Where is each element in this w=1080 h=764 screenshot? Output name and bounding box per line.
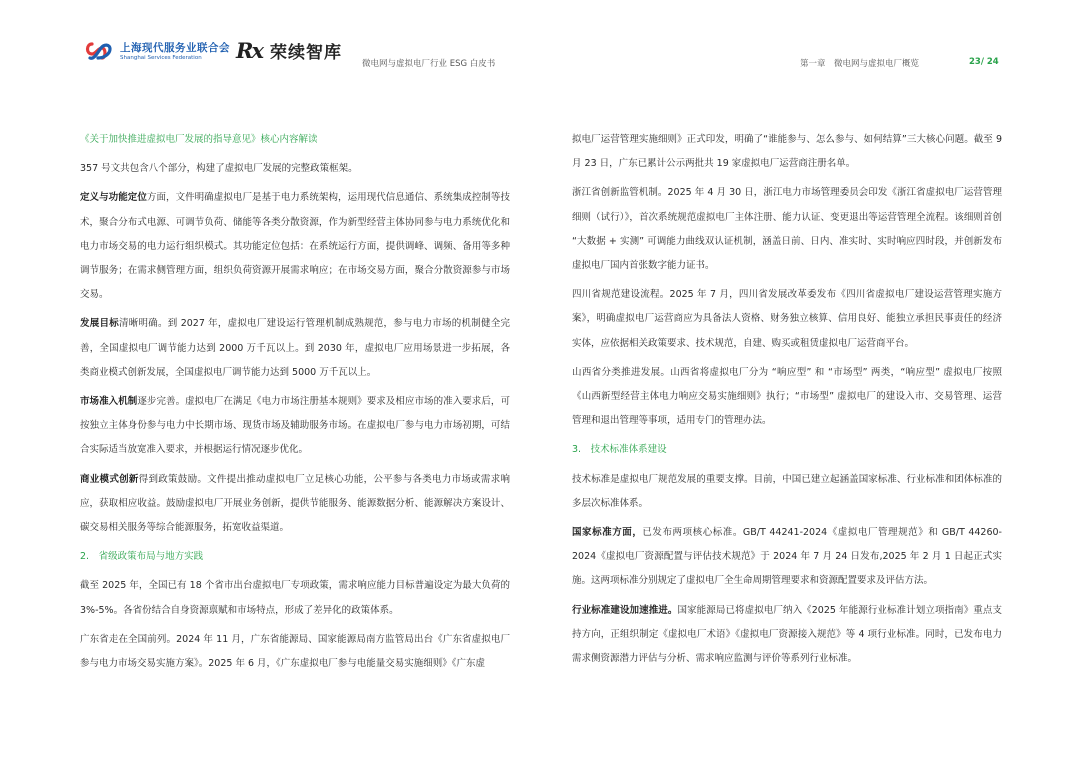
paragraph-guangdong: 广东省走在全国前列。2024 年 11 月，广东省能源局、国家能源局南方监管局出台《广东省虚拟电厂参与电力市场交易实施方案》。2025 年 6 月，《广东虚拟电厂参与电能量交易实施细则》《广东虚	[80, 633, 510, 670]
paragraph-sichuan: 四川省规范建设流程。2025 年 7 月，四川省发展改革委发布《四川省虚拟电厂建设运营管理实施方案》，明确虚拟电厂运营商应为具备法人资格、财务独立核算、信用良好、能独立承担民事责任的经济实体，应依据相关政策要求、技术规范，自建、购买或租赁虚拟电厂运营商平台。	[572, 289, 1002, 349]
paragraph-body: 国家能源局已将虚拟电厂纳入《2025 年能源行业标准计划立项指南》重点支持方向，正组织制定《虚拟电厂术语》《虚拟电厂资源接入规范》等 4 项行业标准。同时，已发布电力需求侧资源潜力评估与分析、需求响应监测与评价等系列行业标准。	[572, 604, 1002, 665]
paragraph-provincial: 截至 2025 年，全国已有 18 个省市出台虚拟电厂专项政策，需求响应能力目标普遍设定为最大负荷的 3%-5%。各省份结合自身资源禀赋和市场特点，形成了差异化的政策体系。	[80, 580, 510, 616]
right-column	[572, 128, 1002, 676]
chapter-title: 第一章 微电网与虚拟电厂概览	[800, 59, 920, 69]
paragraph-lead: 国家标准方面，	[572, 527, 643, 539]
paragraph-body: 方面，文件明确虚拟电厂是基于电力系统架构，运用现代信息通信、系统集成控制等技术，聚合分布式电源、可调节负荷、储能等各类分散资源，作为新型经营主体协同参与电力系统优化和电力市场交易的电力运行组织模式。其功能定位包括：在系统运行方面，提供调峰、调频、备用等多种调节服务；在需求侧管理方面，组织负荷资源开展需求响应；在市场交易方面，聚合分散资源参与市场交易。	[80, 192, 510, 301]
paragraph-shanxi: 山西省分类推进发展。山西省将虚拟电厂分为 “响应型” 和 “市场型” 两类，“响应型” 虚拟电厂按照《山西新型经营主体电力响应交易实施细则》执行；“市场型” 虚拟电厂的建设入市、交易管理、运营管理和退出管理等事项，适用专门的管理办法。	[572, 366, 1002, 427]
section-heading-3: 3. 技术标准体系建设	[572, 444, 667, 456]
paragraph-definition	[80, 186, 510, 307]
org-name-cn: 上海现代服务业联合会	[120, 42, 230, 54]
page-number: 23/ 24	[969, 57, 999, 67]
paragraph-national-standards	[572, 521, 1002, 594]
document-title: 微电网与虚拟电厂行业 ESG 白皮书	[362, 59, 496, 69]
section-title: 《关于加快推进虚拟电厂发展的指导意见》核心内容解读	[80, 134, 318, 145]
paragraph-lead: 行业标准建设加速推进。	[572, 604, 678, 616]
paragraph-lead: 市场准入机制	[80, 396, 138, 408]
paragraph-guangdong-cont: 拟电厂运营管理实施细则》正式印发，明确了“谁能参与、怎么参与、如何结算”三大核心问题。截至 9 月 23 日，广东已累计公示两批共 19 家虚拟电厂运营商注册名单。	[572, 134, 1002, 170]
org-name-en: Shanghai Services Federation	[120, 55, 202, 61]
section-heading-2: 2. 省级政策布局与地方实践	[80, 551, 204, 563]
paragraph-body: 清晰明确。到 2027 年，虚拟电厂建设运行管理机制成熟规范，参与电力市场的机制健全完善，全国虚拟电厂调节能力达到 2000 万千瓦以上。到 2030 年，虚拟电厂应用场景进一步拓展，各类商业模式创新发展，全国虚拟电厂调节能力达到 5000 万千瓦以上。	[80, 318, 510, 378]
paragraph-business-model	[80, 468, 510, 541]
brand-mark: Rx	[236, 38, 262, 63]
paragraph-market-access	[80, 390, 510, 463]
brand-name: 荣续智库	[269, 43, 342, 63]
paragraph-lead: 发展目标	[80, 318, 119, 330]
paragraph-body: 已发布两项核心标准。GB/T 44241-2024《虚拟电厂管理规范》和 GB/T 44260-2024《虚拟电厂资源配置与评估技术规范》于 2024 年 7 月 24 日发布,2025 年 2 月 1 日起正式实施。这两项标准分别规定了虚拟电厂全生命周期管理要求和资源配置要求及评估方法。	[572, 527, 1002, 587]
left-column	[80, 128, 510, 681]
paragraph-intro: 357 号文共包含八个部分，构建了虚拟电厂发展的完整政策框架。	[80, 163, 358, 175]
brand-logo	[236, 38, 342, 63]
ssf-logo	[84, 40, 230, 64]
paragraph-body: 逐步完善。虚拟电厂在满足《电力市场注册基本规则》要求及相应市场的准入要求后，可按独立主体身份参与电力中长期市场、现货市场及辅助服务市场。在虚拟电厂参与电力市场初期，可结合实际适当放宽准入要求，并根据运行情况逐步优化。	[80, 396, 510, 456]
ssf-logo-icon	[84, 40, 116, 64]
paragraph-industry-standards	[572, 599, 1002, 672]
paragraph-goals	[80, 312, 510, 385]
paragraph-zhejiang: 浙江省创新监管机制。2025 年 4 月 30 日，浙江电力市场管理委员会印发《浙江省虚拟电厂运营管理细则（试行）》，首次系统规范虚拟电厂主体注册、能力认证、变更退出等运营管理全流程。该细则首创 “大数据 + 实测” 可调能力曲线双认证机制，涵盖日前、日内、准实时、实时响应四时段，并创新发布虚拟电厂国内首张数字能力证书。	[572, 187, 1002, 272]
paragraph-lead: 商业模式创新	[80, 473, 139, 485]
paragraph-standards-intro: 技术标准是虚拟电厂规范发展的重要支撑。目前，中国已建立起涵盖国家标准、行业标准和团体标准的多层次标准体系。	[572, 473, 1002, 509]
paragraph-lead: 定义与功能定位	[80, 192, 147, 204]
paragraph-body: 得到政策鼓励。文件提出推动虚拟电厂立足核心功能，公平参与各类电力市场或需求响应，获取相应收益。鼓励虚拟电厂开展业务创新，提供节能服务、能源数据分析、能源解决方案设计、碳交易相关服务等综合能源服务，拓宽收益渠道。	[80, 473, 510, 534]
page-header	[0, 0, 1080, 80]
